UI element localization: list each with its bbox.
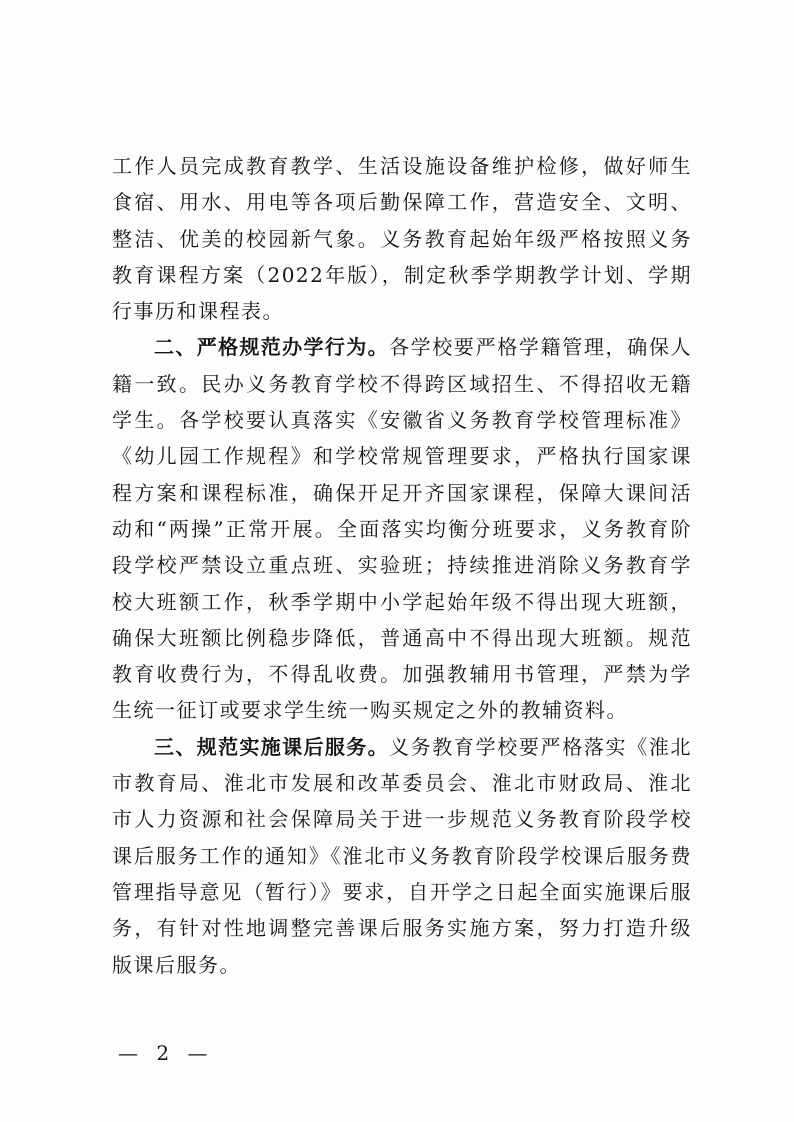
paragraph-continuation: 工作人员完成教育教学、生活设施设备维护检修，做好师生食宿、用水、用电等各项后勤保障工作，营造安全、文明、整洁、优美的校园新气象。义务教育起始年级严格按照义务教育课程方案（2022年版），制定秋季学期教学计划、学期行事历和课程表。	[112, 154, 692, 324]
document-body	[112, 148, 692, 983]
section-3-heading: 三、规范实施课后服务。	[154, 734, 389, 759]
section-3-paragraph	[112, 729, 692, 983]
section-2-heading: 二、严格规范办学行为。	[154, 335, 389, 360]
section-3-body: 义务教育学校要严格落实《淮北市教育局、淮北市发展和改革委员会、淮北市财政局、淮北市人力资源和社会保障局关于进一步规范义务教育阶段学校课后服务工作的通知》《淮北市义务教育阶段学校课后服务费管理指导意见（暂行）》要求，自开学之日起全面实施课后服务，有针对性地调整完善课后服务实施方案，努力打造升级版课后服务。	[112, 734, 693, 977]
section-2-paragraph	[112, 329, 692, 728]
page-number: — 2 —	[118, 1041, 214, 1065]
section-2-body: 各学校要严格学籍管理，确保人籍一致。民办义务教育学校不得跨区域招生、不得招收无籍学生。各学校要认真落实《安徽省义务教育学校管理标准》《幼儿园工作规程》和学校常规管理要求，严格执行国家课程方案和课程标准，确保开足开齐国家课程，保障大课间活动和“两操”正常开展。全面落实均衡分班要求，义务教育阶段学校严禁设立重点班、实验班；持续推进消除义务教育学校大班额工作，秋季学期中小学起始年级不得出现大班额，确保大班额比例稳步降低，普通高中不得出现大班额。规范教育收费行为，不得乱收费。加强教辅用书管理，严禁为学生统一征订或要求学生统一购买规定之外的教辅资料。	[112, 335, 693, 723]
